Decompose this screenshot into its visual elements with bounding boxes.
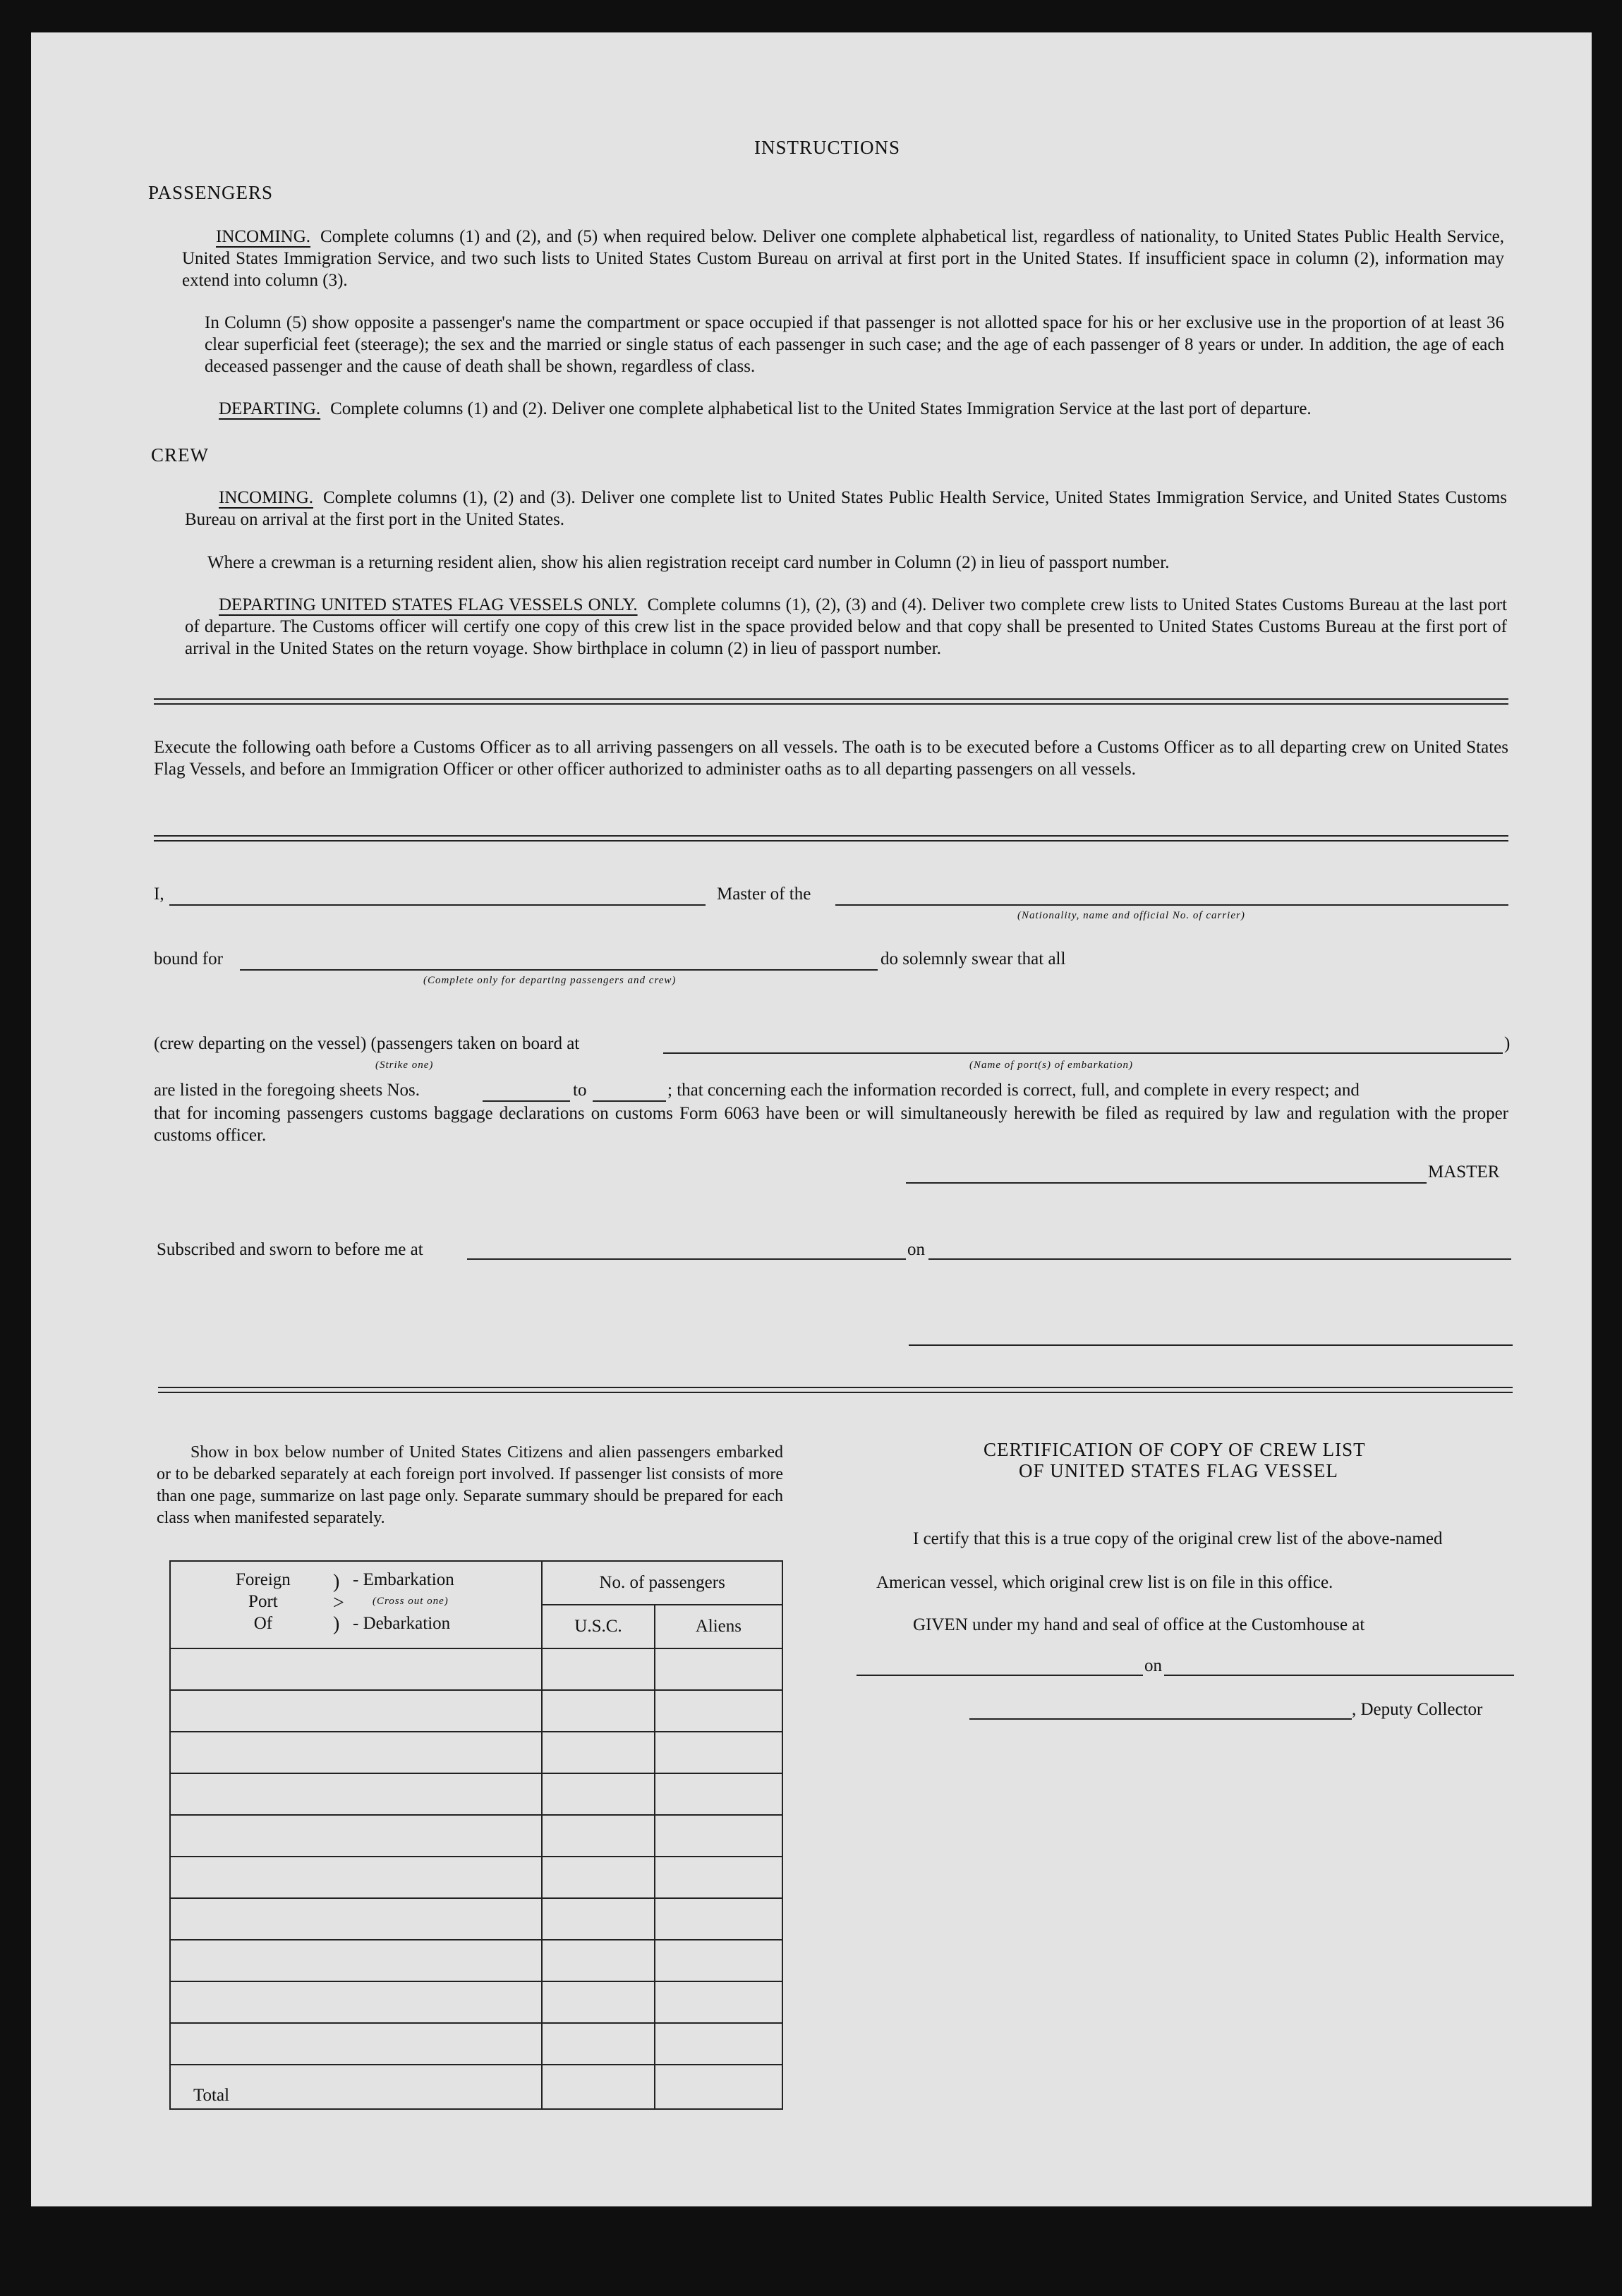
table-row xyxy=(170,1815,782,1857)
listed-rest-2: that for incoming passengers customs baggage declarations on customs Form 6063 have been or will simultaneously herewith be filed as required by law and regulation with the proper customs officer. xyxy=(154,1104,1508,1145)
bound-for-field[interactable] xyxy=(240,969,878,971)
sworn-at-field[interactable] xyxy=(467,1258,906,1260)
port-cell[interactable] xyxy=(170,1898,542,1940)
aliens-cell[interactable] xyxy=(655,2023,782,2065)
port-cell[interactable] xyxy=(170,1815,542,1857)
usc-cell[interactable] xyxy=(542,1648,654,1690)
port-hint: (Name of port(s) of embarkation) xyxy=(969,1059,1133,1071)
port-cell[interactable] xyxy=(170,2023,542,2065)
customhouse-field[interactable] xyxy=(857,1675,1143,1676)
close-paren: ) xyxy=(1504,1034,1511,1053)
table-row xyxy=(170,2023,782,2065)
swear-label: do solemnly swear that all xyxy=(880,949,1066,968)
usc-cell[interactable] xyxy=(542,1981,654,2023)
table-header-row xyxy=(170,1561,782,1605)
embarkation-port-field[interactable] xyxy=(663,1052,1503,1054)
aliens-cell[interactable] xyxy=(655,1815,782,1857)
certification-date-field[interactable] xyxy=(1164,1675,1514,1676)
of-label: Of xyxy=(253,1614,273,1633)
table-row xyxy=(170,1898,782,1940)
master-signature-field[interactable] xyxy=(906,1182,1427,1184)
passengers-column5-paragraph: In Column (5) show opposite a passenger's name the compartment or space occupied if that passenger is not allotted space for his or her exclusive use in the proportion of at least 36 clear superficial feet (steerage); the sex and the married or single status of each passenger in such case; and the age of each passenger of 8 years or under. In addition, the age of each deceased passenger and the cause of death shall be shown, regardless of class. xyxy=(205,313,1504,376)
aliens-cell[interactable] xyxy=(655,1773,782,1815)
bound-hint: (Complete only for departing passengers and crew) xyxy=(423,975,677,986)
usc-header: U.S.C. xyxy=(542,1605,654,1648)
aliens-cell[interactable] xyxy=(655,1940,782,1981)
summary-intro-paragraph: Show in box below number of United States Citizens and alien passengers embarked or to be debarked separately at each foreign port involved. If passenger list consists of more than one page, summarize on last page only. Separate summary should be prepared for each class when manifested separately. xyxy=(157,1443,783,1527)
carrier-field[interactable] xyxy=(835,904,1508,906)
foreign-port-header xyxy=(170,1561,542,1648)
table-row xyxy=(170,1690,782,1732)
divider-double xyxy=(158,1387,1513,1393)
passengers-incoming-paragraph xyxy=(182,226,1504,291)
aliens-cell[interactable] xyxy=(655,1857,782,1898)
divider-double xyxy=(154,835,1508,842)
usc-cell[interactable] xyxy=(542,1690,654,1732)
sworn-on-field[interactable] xyxy=(928,1258,1511,1260)
listed-prefix: are listed in the foregoing sheets Nos. xyxy=(154,1081,420,1100)
divider-double xyxy=(154,698,1508,705)
sheets-to-field[interactable] xyxy=(593,1100,666,1102)
passenger-summary-table xyxy=(169,1560,783,2110)
bound-for-label: bound for xyxy=(154,949,223,968)
usc-cell[interactable] xyxy=(542,1857,654,1898)
passengers-departing-label: DEPARTING. xyxy=(219,399,321,418)
aliens-cell[interactable] xyxy=(655,1732,782,1773)
crew-incoming-label: INCOMING. xyxy=(219,488,314,507)
port-cell[interactable] xyxy=(170,1981,542,2023)
aliens-cell[interactable] xyxy=(655,1981,782,2023)
aliens-cell[interactable] xyxy=(655,1648,782,1690)
embarkation-option[interactable]: - Embarkation xyxy=(353,1570,454,1589)
total-usc-cell[interactable] xyxy=(542,2065,654,2109)
crew-incoming-text: Complete columns (1), (2) and (3). Deliver one complete list to United States Public Health Service, United States Immigration Service, and United States Customs Bureau on arrival at the first port in the United States. xyxy=(185,488,1507,529)
table-row xyxy=(170,1773,782,1815)
usc-cell[interactable] xyxy=(542,1940,654,1981)
certification-title-2: OF UNITED STATES FLAG VESSEL xyxy=(1019,1460,1338,1481)
brace-icon: ) > ) xyxy=(333,1571,344,1635)
total-row xyxy=(170,2065,782,2109)
port-cell[interactable] xyxy=(170,1857,542,1898)
port-cell[interactable] xyxy=(170,1732,542,1773)
crew-departing-text: Complete columns (1), (2), (3) and (4). Deliver two complete crew lists to United States Customs Bureau at the last port of departure. The Customs officer will certify one copy of this crew list in the space provided below and that copy shall be presented to United States Customs Bureau at the first port of arrival in the United States on the return voyage. Show birthplace in column (2) in lieu of passport number. xyxy=(185,595,1507,658)
usc-cell[interactable] xyxy=(542,2023,654,2065)
passengers-departing-text: Complete columns (1) and (2). Deliver one complete alphabetical list to the United States Immigration Service at the last port of departure. xyxy=(330,399,1312,418)
nationality-hint: (Nationality, name and official No. of carrier) xyxy=(1017,910,1245,921)
subscribed-label: Subscribed and sworn to before me at xyxy=(157,1240,423,1259)
oath-i-label: I, xyxy=(154,885,164,904)
form-page xyxy=(31,32,1592,2206)
strike-hint: (Strike one) xyxy=(375,1059,434,1071)
total-aliens-cell[interactable] xyxy=(655,2065,782,2109)
debarkation-option[interactable]: - Debarkation xyxy=(353,1614,451,1633)
port-cell[interactable] xyxy=(170,1940,542,1981)
table-row xyxy=(170,1732,782,1773)
certify-line-2: American vessel, which original crew list is on file in this office. xyxy=(876,1573,1333,1592)
passengers-incoming-label: INCOMING. xyxy=(216,227,311,246)
aliens-cell[interactable] xyxy=(655,1690,782,1732)
aliens-header: Aliens xyxy=(655,1605,782,1648)
to-label: to xyxy=(573,1081,587,1100)
crew-departing-paragraph xyxy=(185,594,1507,660)
sworn-on-label: on xyxy=(907,1240,925,1259)
sheets-from-field[interactable] xyxy=(483,1100,570,1102)
crew-heading: CREW xyxy=(151,444,209,466)
crew-departing-label: DEPARTING UNITED STATES FLAG VESSELS ONLY. xyxy=(219,595,638,614)
officer-signature-field[interactable] xyxy=(909,1344,1513,1346)
table-row xyxy=(170,1648,782,1690)
usc-cell[interactable] xyxy=(542,1732,654,1773)
port-cell[interactable] xyxy=(170,1690,542,1732)
no-passengers-header: No. of passengers xyxy=(542,1561,782,1605)
table-row xyxy=(170,1940,782,1981)
deputy-collector-label: , Deputy Collector xyxy=(1352,1700,1483,1719)
port-cell[interactable] xyxy=(170,1773,542,1815)
certify-line-1: I certify that this is a true copy of the original crew list of the above-named xyxy=(913,1529,1443,1548)
crew-resident-paragraph: Where a crewman is a returning resident alien, show his alien registration receipt card number in Column (2) in lieu of passport number. xyxy=(207,553,1170,572)
master-name-field[interactable] xyxy=(169,904,706,906)
foreign-label: Foreign xyxy=(236,1570,291,1589)
passengers-departing-paragraph xyxy=(185,398,1507,420)
deputy-signature-field[interactable] xyxy=(969,1718,1352,1720)
port-label: Port xyxy=(248,1592,278,1611)
certification-on-label: on xyxy=(1144,1656,1162,1675)
crew-departing-label: (crew departing on the vessel) (passengers taken on board at xyxy=(154,1034,580,1053)
table-row xyxy=(170,1981,782,2023)
usc-cell[interactable] xyxy=(542,1815,654,1857)
page-title: INSTRUCTIONS xyxy=(754,137,901,158)
master-of-label: Master of the xyxy=(717,885,811,904)
table-row xyxy=(170,1857,782,1898)
aliens-cell[interactable] xyxy=(655,1898,782,1940)
total-label: Total xyxy=(170,2065,542,2109)
port-cell[interactable] xyxy=(170,1648,542,1690)
master-label: MASTER xyxy=(1428,1162,1500,1182)
crew-incoming-paragraph xyxy=(185,487,1507,530)
cross-out-hint: (Cross out one) xyxy=(373,1596,449,1607)
listed-rest-1: ; that concerning each the information recorded is correct, full, and complete in every respect; and xyxy=(667,1081,1360,1100)
usc-cell[interactable] xyxy=(542,1773,654,1815)
oath-intro-paragraph: Execute the following oath before a Customs Officer as to all arriving passengers on all vessels. The oath is to be executed before a Customs Officer as to all departing crew on United States Flag Vessels, and before an Immigration Officer or other officer authorized to administer oaths as to all departing passengers on all vessels. xyxy=(154,738,1508,779)
usc-cell[interactable] xyxy=(542,1898,654,1940)
certification-title-1: CERTIFICATION OF COPY OF CREW LIST xyxy=(984,1439,1366,1460)
given-line: GIVEN under my hand and seal of office at the Customhouse at xyxy=(913,1615,1365,1634)
passengers-incoming-text: Complete columns (1) and (2), and (5) when required below. Deliver one complete alphabetical list, regardless of nationality, to United States Public Health Service, United States Immigration Service, and two such lists to United States Custom Bureau on arrival at first port in the United States. If insufficient space in column (2), information may extend into column (3). xyxy=(182,227,1504,290)
passengers-heading: PASSENGERS xyxy=(148,182,274,203)
